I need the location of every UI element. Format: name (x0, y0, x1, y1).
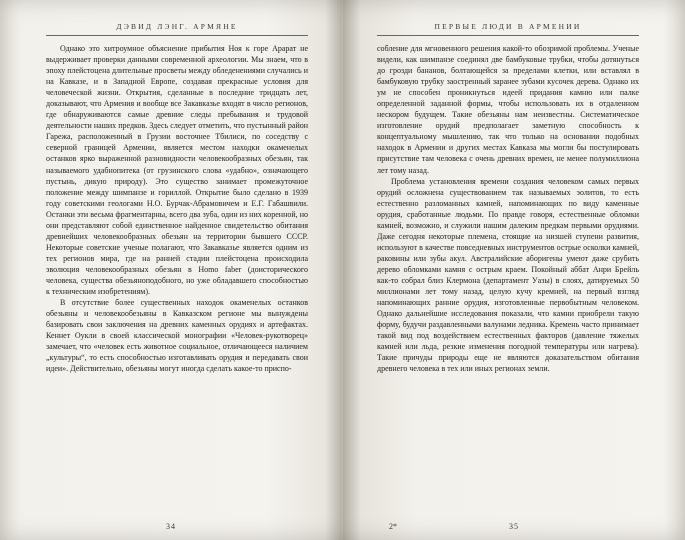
right-page (343, 0, 685, 540)
left-page-text (46, 43, 308, 511)
paragraph-continuation: собление для мгновенного решения какой-то обозримой проблемы. Ученые видели, как шимпанзе соединял две бамбуковые трубки, чтобы дотянуться до грозди бананов, болтающейся за пределами клетки, или вставлял в бамбуковую трубку заостренный заранее зубами кусочек дерева. Однако их ум не способен проникнуться идеей придания камню или палке определенной заданной формы, чтобы использовать их в отдаленном нескором будущем. Такие обезьяны нам неизвестны. Систематическое изготовление орудий предполагает заметную способность к концептуальному мышлению, так что только на основании подобных находок в Армении и других местах Кавказа мы могли бы постулировать присутствие там человека с очень древних времен, не менее полумиллиона лет тому назад. (377, 44, 639, 175)
right-running-head: ПЕРВЫЕ ЛЮДИ В АРМЕНИИ (377, 22, 639, 36)
paragraph: Однако это хитроумное объяснение прибытия Ноя к горе Арарат не выдерживает проверки данными современной археологии. Мы знаем, что в эпоху плейстоцена длительные просветы между обледенениями случались и на Кавказе, и в Западной Европе, создавая прекрасные условия для человеческой жизни. Открытия, сделанные в последние тридцать лет, доказывают, что Армения и вообще все Закавказье входят в число регионов, где обнаруживаются самые древние следы пребывания и трудовой деятельности наших предков. Здесь следует отметить, что пустынный район Гарежа, расположенный в Грузии восточнее Тбилиси, по соседству с северной границей Армении, является местом находки окаменелых останков ярко выраженной разновидности человекообразных обезьян, так называемого удабнопитека (от грузинского слова «удабно», означающего пустынь, дикую природу). Это существо занимает промежуточное положение между шимпанзе и гориллой. Открытие было сделано в 1939 году советскими геологами Н.О. Бурчак-Абрамовичем и Е.Г. Габашвили. Останки эти весьма фрагментарны, всего два зуба, один из них коренной, но они представляют собой единственное найденное свидетельство обитания древнейших человекообразных обезьян на территории бывшего СССР. Некоторые советские ученые полагают, что Закавказье является одним из тех регионов мира, где на ранней стадии плейстоцена происходила эволюция человекообразных обезьян в Homo faber (доисторического человека, существа обезьяноподобного, но уже обладавшего способностью к техническим изобретениям). (46, 44, 308, 297)
left-page-number: 34 (166, 522, 176, 531)
left-running-head: ДЭВИД ЛЭНГ. АРМЯНЕ (46, 22, 308, 36)
right-page-text (377, 43, 639, 511)
paragraph: Проблема установления времени создания человеком самых первых орудий осложнена существованием так называемых эолитов, то есть естественно разломанных камней, напоминающих по виду каменные орудия, сработанные людьми. По правде говоря, естественные обломки камней, возможно, и служили нашим далеким предкам первыми орудиями. Даже сегодня некоторые племена, стоящие на низшей ступени развития, используют в качестве повседневных инструментов острые осколки камней, раковины или зубы акул. Австралийские аборигены умеют даже срубить дерево обломками камня с острым краем. Покойный аббат Анри Брейль как-то собрал близ Клермона (департамент Уазы) в слоях, датируемых 50 миллионами лет тому назад, целую кучу кремней, на первый взгляд напоминающих ранние орудия, изготовленные первобытным человеком. Однако дальнейшие исследования показали, что камни приобрели такую форму, будучи раздавленными валунами ледника. Кремень часто принимает такой вид под воздействием естественных факторов (давление тяжелых камней или льда, резкие изменения погодной температуры или нагрева). Такие причуды природы еще не являются доказательством обитания древнего человека в тех или иных регионах земли. (377, 176, 639, 374)
left-page (0, 0, 342, 540)
left-page-content (46, 22, 308, 540)
right-page-number: 35 (509, 522, 519, 531)
signature-mark: 2* (389, 522, 397, 531)
paragraph: В отсутствие более существенных находок окаменелых останков обезьяны и человекообезьяны в Кавказском регионе мы вынуждены базировать свои заключения на древних каменных орудиях и артефактах. Кеннет Оукли в своей классической монографии «Человек-рукотворец» замечает, что «человек есть животное социальное, отличающееся наличием „культуры“, то есть способностью изготавливать орудия и передавать свои идеи». Действительно, обезьяны могут иногда сделать какое-то приспо- (46, 298, 308, 374)
right-page-content (377, 22, 639, 540)
